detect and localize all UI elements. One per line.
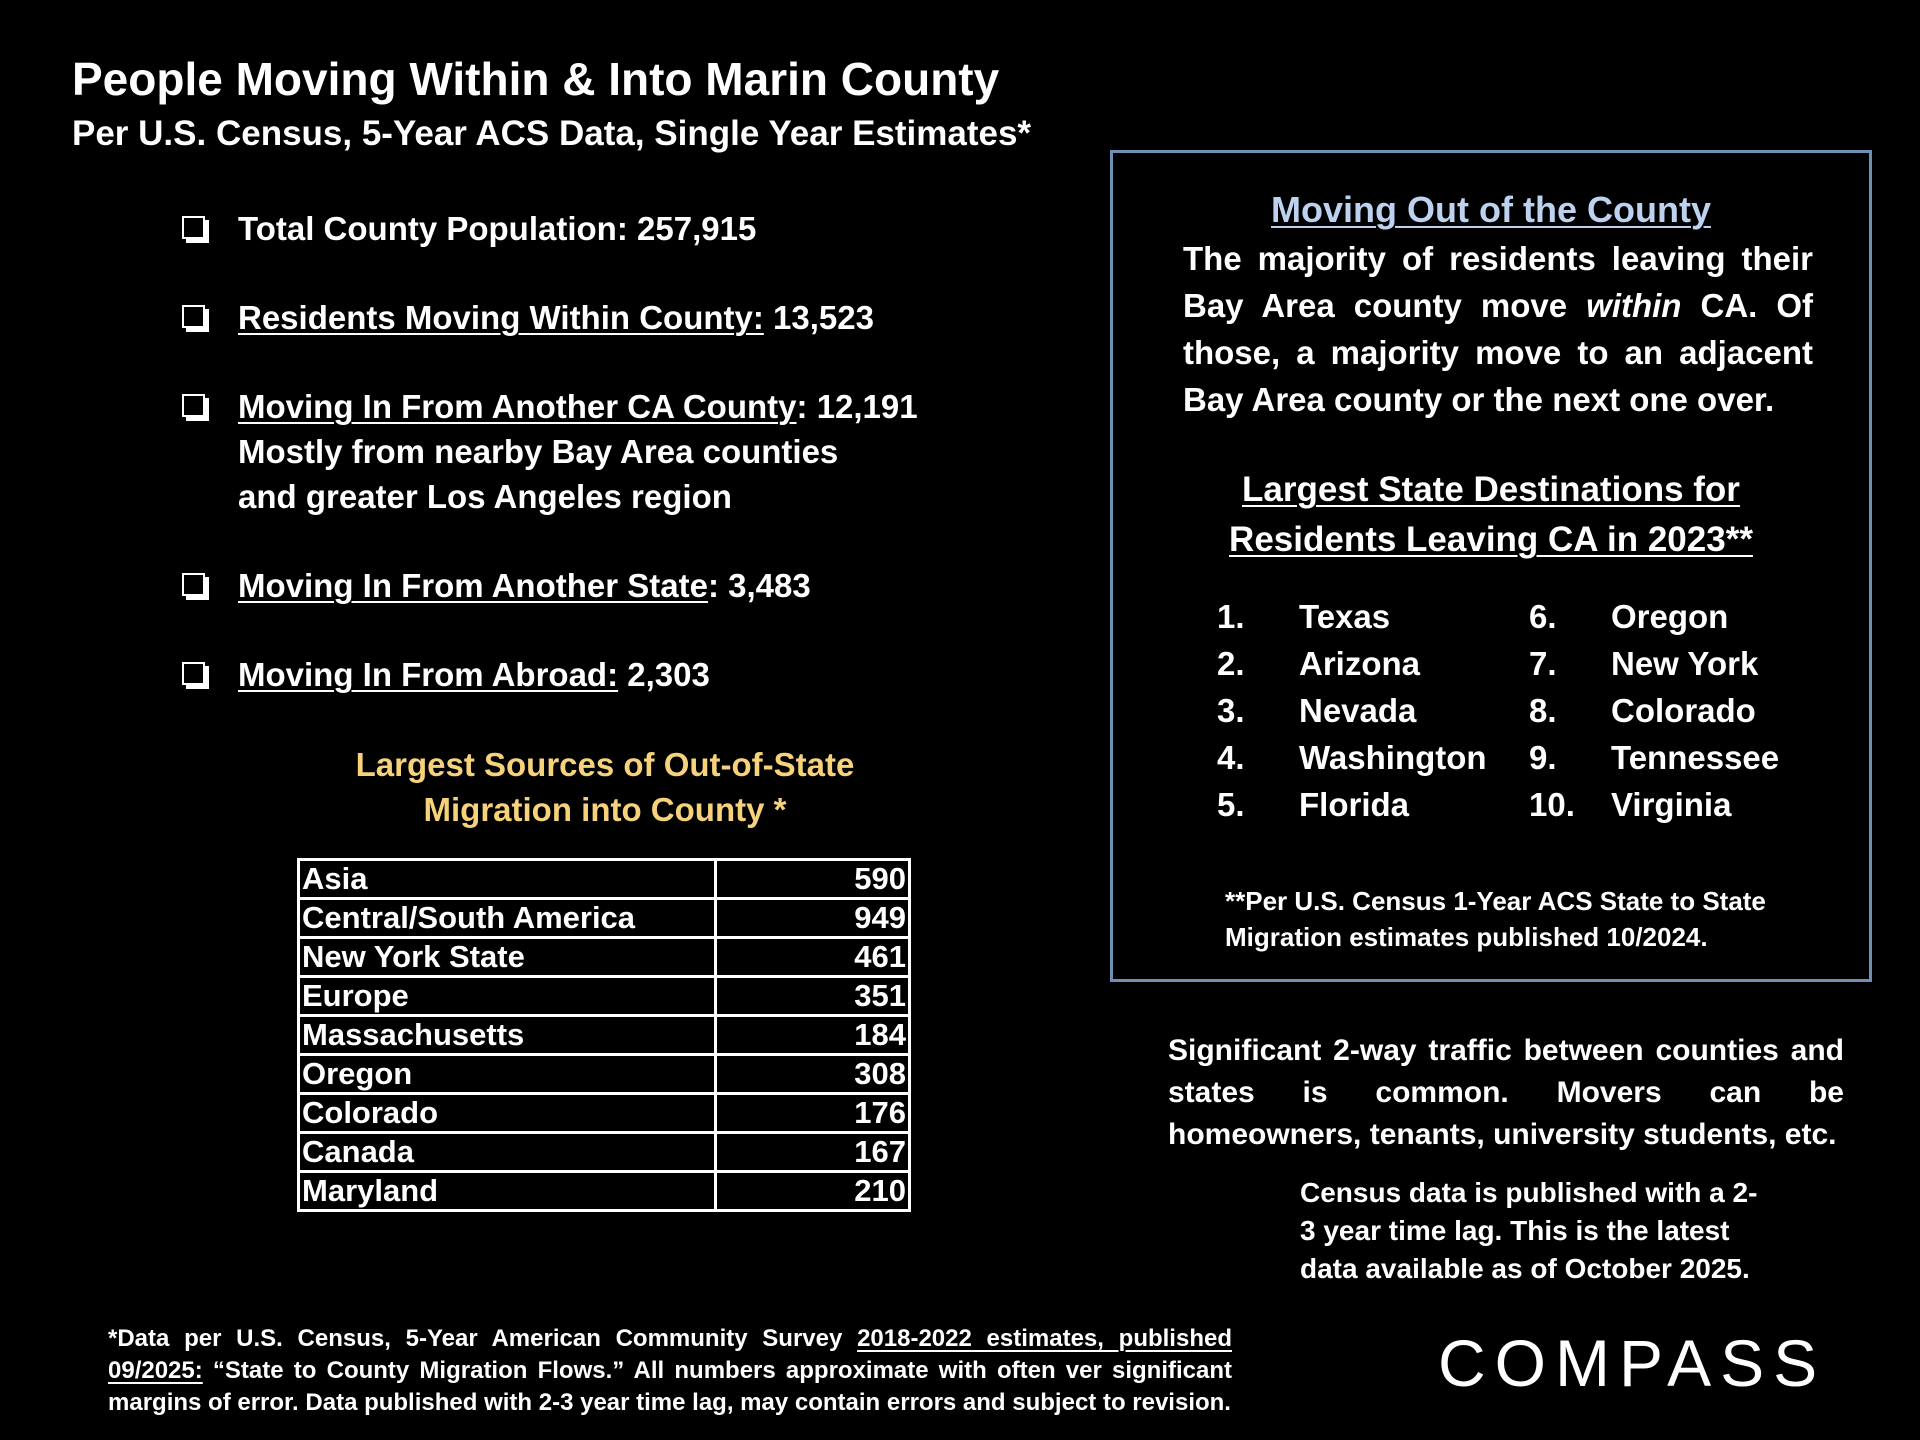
destination-rank: 10.: [1529, 786, 1575, 823]
destination-state: Texas: [1299, 598, 1391, 635]
list-item: [1529, 781, 1779, 828]
list-item: [1529, 593, 1779, 640]
table-row: [299, 1055, 910, 1094]
destination-state: Virginia: [1611, 786, 1732, 823]
stat-value: 2,303: [627, 656, 710, 693]
list-item: [1217, 687, 1487, 734]
source-name: Massachusetts: [299, 1016, 716, 1055]
destination-rank: 5.: [1217, 786, 1245, 823]
destination-state: Colorado: [1611, 692, 1756, 729]
stat-value: 12,191: [816, 388, 918, 425]
stat-label: Moving In From Another CA County: [238, 388, 797, 425]
destination-rank: 9.: [1529, 739, 1557, 776]
list-item: [1529, 734, 1779, 781]
table-row: [299, 1094, 910, 1133]
destination-state: Washington: [1299, 739, 1487, 776]
table-row: [299, 899, 910, 938]
list-item: [1529, 640, 1779, 687]
stat-value: 13,523: [773, 299, 874, 336]
stat-label: Moving In From Abroad:: [238, 656, 619, 693]
destination-state: Nevada: [1299, 692, 1417, 729]
page-subtitle: Per U.S. Census, 5-Year ACS Data, Single Year Estimates*: [72, 114, 1032, 153]
stat-detail: Mostly from nearby Bay Area counties: [238, 433, 839, 470]
destination-rank: 3.: [1217, 692, 1245, 729]
source-name: Asia: [299, 860, 716, 899]
table-row: [299, 977, 910, 1016]
checkbox-icon: [182, 216, 205, 239]
list-item: [178, 652, 1078, 697]
compass-logo: COMPASS: [1438, 1326, 1827, 1400]
list-item: [1217, 734, 1487, 781]
source-value: 308: [716, 1055, 910, 1094]
list-item: [1217, 593, 1487, 640]
destination-rank: 7.: [1529, 645, 1557, 682]
data-footnote: *Data per U.S. Census, 5-Year American Community Survey 2018-2022 estimates, published 09/2025: “State to County Migration Flows.” All numbers approximate with often ver significant margins of error. Data published with 2-3 year time lag, may contain errors and subject to revision.: [108, 1325, 1232, 1416]
destination-state: Oregon: [1611, 598, 1729, 635]
moving-out-panel: [1110, 150, 1872, 982]
list-item: [178, 295, 1078, 340]
stat-detail: and greater Los Angeles region: [238, 478, 732, 515]
destination-state: Arizona: [1299, 645, 1421, 682]
stat-label: Residents Moving Within County:: [238, 299, 764, 336]
checkbox-icon: [182, 394, 205, 417]
stats-list: [178, 206, 1078, 741]
destination-rank: 4.: [1217, 739, 1245, 776]
table-row: [299, 1172, 910, 1211]
source-name: Colorado: [299, 1094, 716, 1133]
list-item: [1529, 687, 1779, 734]
source-name: Europe: [299, 977, 716, 1016]
stat-label: Total County Population:: [238, 210, 628, 247]
source-name: Canada: [299, 1133, 716, 1172]
page-title: People Moving Within & Into Marin County: [72, 53, 1000, 105]
source-value: 949: [716, 899, 910, 938]
sources-table: [297, 858, 911, 1212]
list-item: [1217, 781, 1487, 828]
list-item: [178, 206, 1078, 251]
traffic-note: Significant 2-way traffic between counties and states is common. Movers can be homeowners, tenants, university students, etc.: [1168, 1034, 1844, 1151]
checkbox-icon: [182, 573, 205, 596]
destinations-footnote: **Per U.S. Census 1-Year ACS State to State Migration estimates published 10/2024.: [1225, 886, 1766, 952]
table-row: [299, 1133, 910, 1172]
stat-label: Moving In From Another State: [238, 567, 708, 604]
stat-value: 257,915: [637, 210, 757, 247]
list-item: Moving In From Another CA County: 12,191 Mostly from nearby Bay Area counties and greater Los Angeles region: [178, 384, 1078, 519]
source-value: 184: [716, 1016, 910, 1055]
census-note: Census data is published with a 2- 3 year time lag. This is the latest data available as of October 2025.: [1300, 1177, 1758, 1284]
source-name: Maryland: [299, 1172, 716, 1211]
source-value: 210: [716, 1172, 910, 1211]
destination-rank: 2.: [1217, 645, 1245, 682]
stat-value: 3,483: [728, 567, 811, 604]
list-item: Moving In From Another State: 3,483: [178, 563, 1078, 608]
source-name: Central/South America: [299, 899, 716, 938]
destinations-list-right: [1529, 593, 1779, 828]
table-row: [299, 860, 910, 899]
checkbox-icon: [182, 662, 205, 685]
moving-out-heading: Moving Out of the County: [1271, 189, 1711, 230]
destination-rank: 8.: [1529, 692, 1557, 729]
destination-state: Florida: [1299, 786, 1410, 823]
destinations-list-left: [1217, 593, 1487, 828]
source-value: 167: [716, 1133, 910, 1172]
destination-state: New York: [1611, 645, 1759, 682]
destination-state: Tennessee: [1611, 739, 1780, 776]
destinations-heading: Largest State Destinations for Residents Leaving CA in 2023**: [1229, 470, 1753, 559]
list-item: [1217, 640, 1487, 687]
source-name: Oregon: [299, 1055, 716, 1094]
sources-heading: Largest Sources of Out-of-State Migration into County *: [355, 746, 855, 828]
source-value: 461: [716, 938, 910, 977]
checkbox-icon: [182, 305, 205, 328]
destination-rank: 6.: [1529, 598, 1557, 635]
source-value: 176: [716, 1094, 910, 1133]
source-value: 590: [716, 860, 910, 899]
source-value: 351: [716, 977, 910, 1016]
table-row: [299, 1016, 910, 1055]
table-row: [299, 938, 910, 977]
destination-rank: 1.: [1217, 598, 1245, 635]
source-name: New York State: [299, 938, 716, 977]
moving-out-text: The majority of residents leaving their Bay Area county move within CA. Of those, a majority move to an adjacent Bay Area county or the next one over.: [1183, 240, 1814, 418]
